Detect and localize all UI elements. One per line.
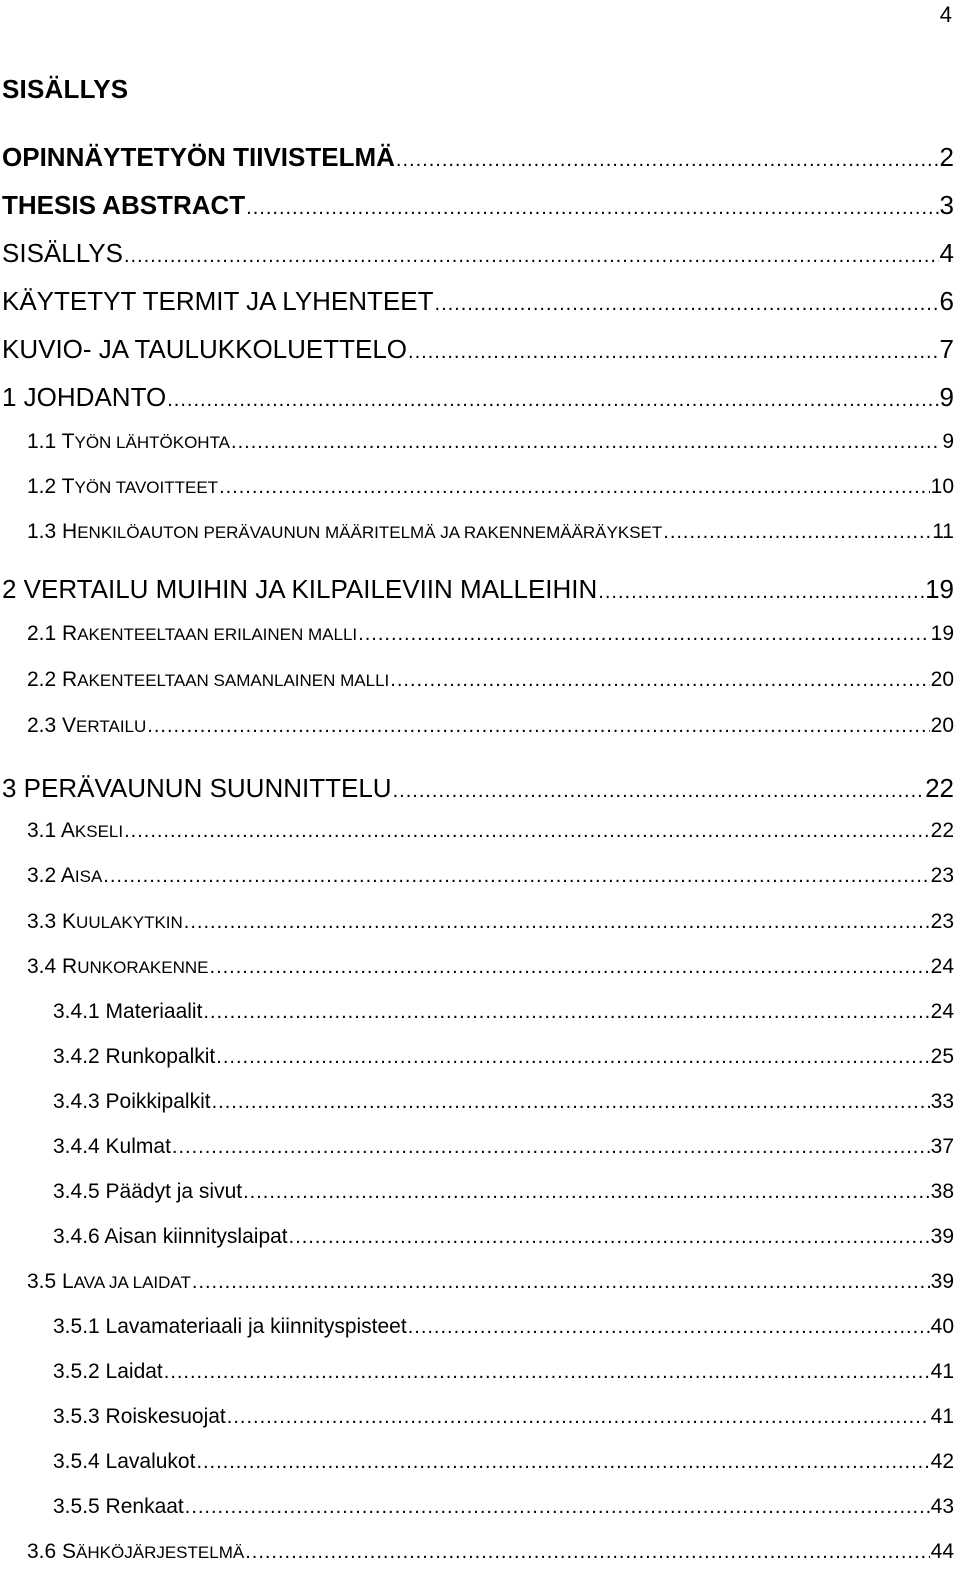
toc-entry-label	[27, 622, 357, 646]
toc-entry-page: 7	[939, 334, 954, 364]
toc-entry-page: 24	[930, 1000, 954, 1023]
toc-entry-page: 3	[939, 190, 954, 220]
toc-dot-leader	[245, 1541, 929, 1564]
toc-dot-leader	[210, 956, 930, 979]
toc-entry-page: 43	[930, 1495, 954, 1518]
toc-entry-label: 3.5.1 Lavamateriaali ja kiinnityspisteet	[53, 1315, 407, 1338]
toc-entry-page: 9	[939, 382, 954, 412]
toc-entry-number: 3.6 S	[27, 1540, 77, 1563]
toc-entry-title-smallcaps: UNKORAKENNE	[77, 958, 209, 977]
toc-dot-leader	[243, 1181, 930, 1204]
toc-entry-page: 20	[930, 714, 954, 737]
toc-dot-leader	[103, 865, 929, 888]
toc-entry[interactable]	[0, 430, 954, 454]
toc-entry[interactable]	[0, 955, 954, 979]
toc-dot-leader	[203, 1001, 929, 1024]
toc-entry-label: 3 PERÄVAUNUN SUUNNITTELU	[2, 773, 392, 803]
toc-entry-title-smallcaps: ERTAILU	[76, 717, 147, 736]
toc-entry-page: 37	[930, 1135, 954, 1158]
toc-entry[interactable]	[0, 668, 954, 692]
toc-dot-leader	[598, 581, 924, 604]
toc-dot-leader	[358, 623, 929, 646]
toc-entry-number: 1.3 H	[27, 520, 78, 543]
toc-entry-page: 41	[930, 1405, 954, 1428]
toc-entry-page: 38	[930, 1180, 954, 1203]
toc-entry[interactable]	[0, 1090, 954, 1114]
toc-entry-page: 9	[942, 430, 954, 453]
toc-dot-leader	[196, 1451, 929, 1474]
toc-entry-page: 11	[932, 520, 954, 543]
toc-dot-leader	[147, 715, 929, 738]
toc-entry-title-smallcaps: KSELI	[74, 822, 124, 841]
toc-entry-number: 3.4 R	[27, 955, 78, 978]
toc-entry-number: 1.2 T	[27, 475, 75, 498]
toc-entry-label: 3.4.5 Päädyt ja sivut	[53, 1180, 243, 1203]
toc-entry[interactable]	[0, 864, 954, 888]
toc-entry[interactable]	[0, 1405, 954, 1429]
toc-entry[interactable]	[0, 1495, 954, 1519]
toc-entry-title-smallcaps: ISA	[74, 867, 103, 886]
toc-entry-title-smallcaps: YÖN LÄHTÖKOHTA	[74, 433, 231, 452]
toc-entry-page: 22	[925, 773, 954, 803]
toc-dot-leader	[164, 1361, 930, 1384]
toc-entry-label	[27, 520, 662, 544]
toc-entry-label	[27, 714, 146, 738]
toc-entry-page: 39	[930, 1225, 954, 1248]
toc-entry[interactable]	[0, 520, 954, 544]
toc-entry-label: KUVIO- JA TAULUKKOLUETTELO	[2, 334, 408, 364]
toc-entry-title-smallcaps: AKENTEELTAAN ERILAINEN MALLI	[77, 625, 358, 644]
toc-entry-page: 40	[930, 1315, 954, 1338]
toc-entry-page: 10	[930, 475, 954, 498]
toc-entry[interactable]	[0, 1180, 954, 1204]
toc-dot-leader	[396, 149, 939, 172]
toc-entry[interactable]	[0, 714, 954, 738]
toc-entry-label: 3.4.4 Kulmat	[53, 1135, 171, 1158]
toc-entry-page: 19	[930, 622, 954, 645]
toc-entry[interactable]	[0, 622, 954, 646]
toc-entry-number: 2.2 R	[27, 668, 78, 691]
toc-heading: SISÄLLYS	[2, 74, 129, 104]
toc-entry-label: 2 VERTAILU MUIHIN JA KILPAILEVIIN MALLEIHIN	[2, 574, 598, 604]
toc-entry-number: 3.3 K	[27, 910, 77, 933]
toc-entry-number: 3.2 A	[27, 864, 75, 887]
toc-entry[interactable]	[0, 382, 954, 413]
toc-entry[interactable]	[0, 142, 954, 173]
toc-entry-page: 41	[930, 1360, 954, 1383]
toc-entry-label: 1 JOHDANTO	[2, 382, 167, 412]
toc-entry-number: 2.3 V	[27, 714, 77, 737]
page-number: 4	[939, 2, 952, 27]
toc-entry-number: 1.1 T	[27, 430, 75, 453]
toc-entry-label: 3.5.4 Lavalukot	[53, 1450, 196, 1473]
toc-entry[interactable]	[0, 1270, 954, 1294]
toc-entry-title-smallcaps: AKENTEELTAAN SAMANLAINEN MALLI	[77, 671, 390, 690]
toc-entry-label	[27, 955, 209, 979]
toc-entry-label	[27, 1270, 191, 1294]
toc-dot-leader	[172, 1136, 930, 1159]
toc-entry[interactable]	[0, 190, 954, 221]
toc-entry-label: THESIS ABSTRACT	[2, 190, 246, 220]
toc-entry-page: 20	[930, 668, 954, 691]
toc-entry-title-smallcaps: ENKILÖAUTON PERÄVAUNUN MÄÄRITELMÄ JA RAKENNEMÄÄRÄYKSET	[77, 523, 663, 542]
toc-entry-label	[27, 864, 102, 888]
toc-entry-title-smallcaps: ÄHKÖJÄRJESTELMÄ	[76, 1543, 245, 1562]
toc-entry[interactable]	[0, 773, 954, 804]
toc-entry-label	[27, 1540, 244, 1564]
toc-dot-leader	[227, 1406, 930, 1429]
toc-dot-leader	[246, 197, 938, 220]
toc-entry-label: 3.4.3 Poikkipalkit	[53, 1090, 211, 1113]
toc-entry-page: 44	[930, 1540, 954, 1563]
toc-entry[interactable]	[0, 910, 954, 934]
toc-dot-leader	[124, 245, 939, 268]
toc-entry-page: 42	[930, 1450, 954, 1473]
toc-entry-title-smallcaps: YÖN TAVOITTEET	[74, 478, 219, 497]
toc-entry-number: 3.1 A	[27, 819, 75, 842]
toc-entry[interactable]	[0, 819, 954, 843]
toc-entry[interactable]	[0, 1000, 954, 1024]
toc-entry[interactable]	[0, 1225, 954, 1249]
toc-dot-leader	[231, 431, 941, 454]
toc-entry-label: 3.4.6 Aisan kiinnityslaipat	[53, 1225, 288, 1248]
toc-dot-leader	[408, 1316, 930, 1339]
toc-entry-number: 3.5 L	[27, 1270, 74, 1293]
toc-entry[interactable]	[0, 238, 954, 269]
toc-dot-leader	[212, 1091, 930, 1114]
toc-entry[interactable]	[0, 1540, 954, 1564]
toc-entry-page: 23	[930, 910, 954, 933]
toc-entry-page: 23	[930, 864, 954, 887]
toc-entry-label: 3.4.2 Runkopalkit	[53, 1045, 216, 1068]
toc-entry[interactable]	[0, 286, 954, 317]
toc-entry[interactable]	[0, 1360, 954, 1384]
toc-entry-page: 6	[939, 286, 954, 316]
toc-entry[interactable]	[0, 1450, 954, 1474]
toc-entry-title-smallcaps: UULAKYTKIN	[76, 913, 183, 932]
toc-entry-label	[27, 430, 230, 454]
toc-entry-page: 24	[930, 955, 954, 978]
toc-dot-leader	[219, 476, 930, 499]
toc-dot-leader	[167, 389, 938, 412]
toc-entry-page: 25	[930, 1045, 954, 1068]
toc-entry-page: 39	[930, 1270, 954, 1293]
toc-entry-label	[27, 475, 218, 499]
toc-entry-page: 33	[930, 1090, 954, 1113]
toc-entry[interactable]	[0, 574, 954, 605]
toc-dot-leader	[289, 1226, 930, 1249]
toc-entry[interactable]	[0, 1135, 954, 1159]
toc-entry[interactable]	[0, 1315, 954, 1339]
toc-dot-leader	[192, 1271, 930, 1294]
toc-dot-leader	[390, 669, 929, 692]
toc-entry-label: 3.5.2 Laidat	[53, 1360, 163, 1383]
toc-entry-label	[27, 668, 389, 692]
toc-entry-label	[27, 910, 183, 934]
toc-dot-leader	[184, 911, 930, 934]
toc-entry-label	[27, 819, 123, 843]
toc-entry[interactable]	[0, 475, 954, 499]
toc-entry-label: OPINNÄYTETYÖN TIIVISTELMÄ	[2, 142, 395, 172]
toc-dot-leader	[435, 293, 939, 316]
toc-entry[interactable]	[0, 334, 954, 365]
toc-entry-label: KÄYTETYT TERMIT JA LYHENTEET	[2, 286, 434, 316]
toc-entry-label: 3.4.1 Materiaalit	[53, 1000, 203, 1023]
toc-entry-number: 2.1 R	[27, 622, 78, 645]
toc-entry-title-smallcaps: AVA JA LAIDAT	[73, 1273, 191, 1292]
toc-dot-leader	[124, 820, 930, 843]
toc-entry-page: 2	[939, 142, 954, 172]
toc-entry-page: 22	[930, 819, 954, 842]
toc-dot-leader	[216, 1046, 929, 1069]
toc-entry-label: 3.5.3 Roiskesuojat	[53, 1405, 226, 1428]
toc-dot-leader	[408, 341, 939, 364]
toc-entry-page: 4	[939, 238, 954, 268]
toc-entry-label: SISÄLLYS	[2, 238, 123, 268]
toc-entry[interactable]	[0, 1045, 954, 1069]
toc-entry-page: 19	[925, 574, 954, 604]
toc-dot-leader	[185, 1496, 930, 1519]
toc-entry-label: 3.5.5 Renkaat	[53, 1495, 184, 1518]
toc-dot-leader	[393, 780, 924, 803]
toc-dot-leader	[663, 521, 931, 544]
